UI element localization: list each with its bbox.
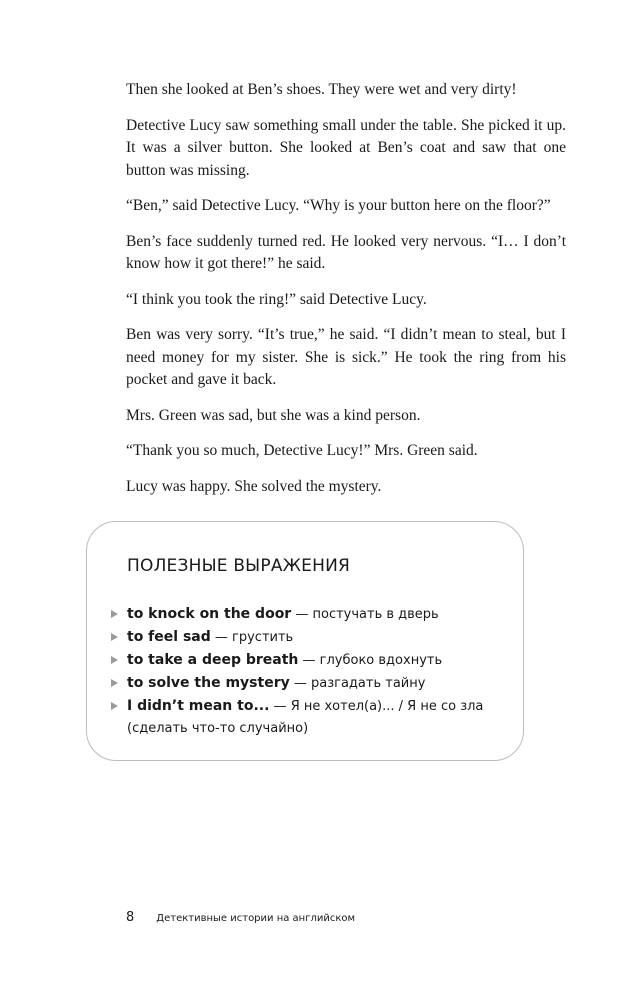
triangle-bullet-icon xyxy=(111,633,118,641)
phrase-dash: — xyxy=(289,676,311,691)
phrase-english: to solve the mystery xyxy=(127,675,290,691)
story-paragraph: “I think you took the ring!” said Detective Lucy. xyxy=(126,290,427,308)
triangle-bullet-icon xyxy=(111,679,118,687)
phrase-english: to knock on the door xyxy=(127,606,292,622)
page-number: 8 xyxy=(126,910,135,925)
story-paragraph: Detective Lucy saw something small under the table. She picked it up. It was a silver button. She looked at Ben’s coat and saw that one button was missing. xyxy=(126,116,566,179)
phrase-item xyxy=(107,626,507,649)
phrase-dash: — xyxy=(291,607,313,622)
triangle-bullet-icon xyxy=(111,702,118,710)
phrase-item xyxy=(107,649,507,672)
phrase-item xyxy=(107,672,507,695)
phrase-dash: — xyxy=(210,630,233,645)
triangle-bullet-icon xyxy=(111,610,118,618)
phrase-translation: постучать в дверь xyxy=(312,607,439,622)
story-paragraph: Lucy was happy. She solved the mystery. xyxy=(126,477,382,495)
phrase-translation: Я не хотел(а)... / Я не со зла (сделать что-то случайно) xyxy=(127,699,484,736)
story-paragraph: Ben was very sorry. “It’s true,” he said. “I didn’t mean to steal, but I need money for my sister. She is sick.” He took the ring from his pocket and gave it back. xyxy=(126,326,566,388)
page-footer xyxy=(126,906,355,925)
useful-phrases-box xyxy=(86,521,524,761)
story-paragraph: Ben’s face suddenly turned red. He looked very nervous. “I… I don’t know how it got there!” he said. xyxy=(126,232,566,272)
story-paragraph: Then she looked at Ben’s shoes. They were wet and very dirty! xyxy=(126,81,517,98)
story-paragraph: “Ben,” said Detective Lucy. “Why is your button here on the floor?” xyxy=(126,197,551,214)
triangle-bullet-icon xyxy=(111,656,118,664)
story-text xyxy=(126,79,566,511)
book-title: Детективные истории на английском xyxy=(156,913,356,924)
useful-phrases-heading: ПОЛЕЗНЫЕ ВЫРАЖЕНИЯ xyxy=(127,556,351,576)
story-paragraph: Mrs. Green was sad, but she was a kind person. xyxy=(126,406,421,424)
useful-phrases-list xyxy=(107,603,507,740)
phrase-english: to take a deep breath xyxy=(127,652,299,668)
phrase-item xyxy=(107,695,507,740)
phrase-english: I didn’t mean to... xyxy=(127,698,270,714)
phrase-english: to feel sad xyxy=(127,629,211,645)
phrase-dash: — xyxy=(269,699,291,714)
phrase-dash: — xyxy=(298,653,320,668)
phrase-translation: глубоко вдохнуть xyxy=(319,653,443,668)
phrase-translation: разгадать тайну xyxy=(311,676,426,691)
story-paragraph: “Thank you so much, Detective Lucy!” Mrs. Green said. xyxy=(126,442,478,459)
phrase-item xyxy=(107,603,507,626)
phrase-translation: грустить xyxy=(232,630,294,645)
